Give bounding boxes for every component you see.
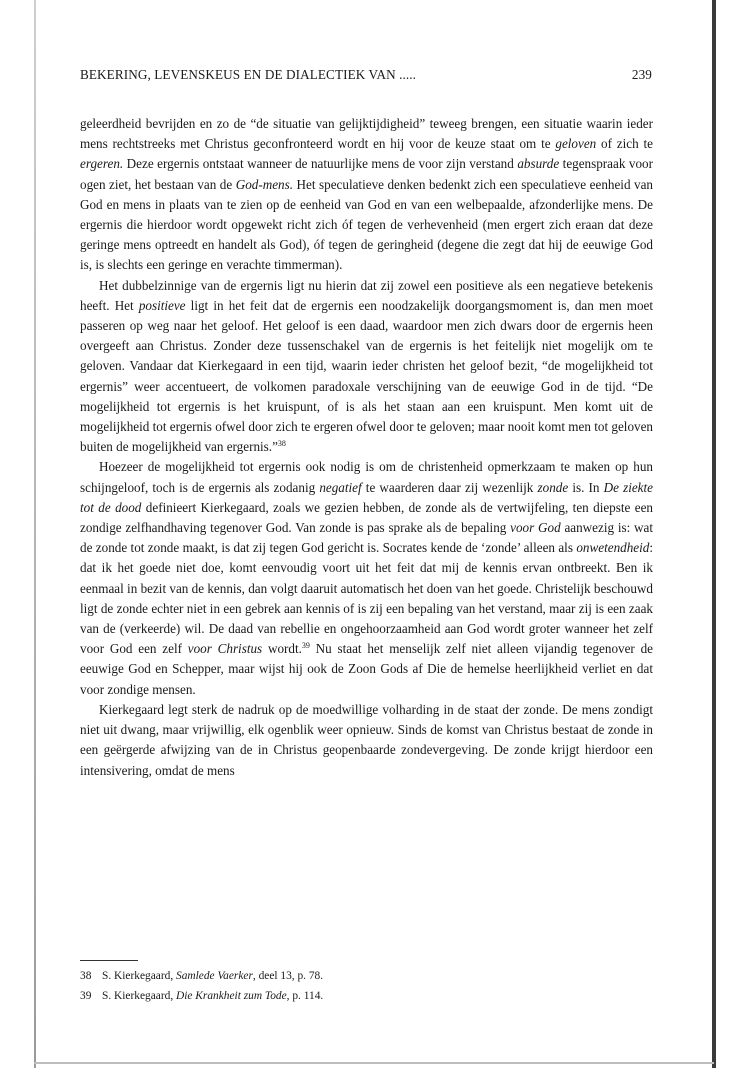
text-run: tegenspraak voor ogen ziet, het bestaan van de <box>80 156 653 192</box>
text-run: wordt. <box>262 641 302 657</box>
emphasis: absurde <box>517 156 560 172</box>
scan-left-edge <box>34 0 36 1068</box>
text-run: : dat ik het goede niet doe, komt eenvoudig voort uit het feit dat mij de kennis ervan ontbreekt. Ben ik eenmaal in bezit van de kennis, dan volgt daaruit automatisch het doen van het goede. Christelijk beschouwd ligt de zonde echter niet in een gebrek aan kennis of is zij een bepaling van het verstand, maar zij is een zaak van de (verkeerde) wil. De daad van rebellie en ongehoorzaamheid aan God wordt groter wanneer het zelf voor God een zelf <box>80 540 653 657</box>
footnote-author: S. Kierkegaard, <box>102 970 177 982</box>
paragraph <box>80 457 653 699</box>
paragraph <box>80 276 653 458</box>
footnote-ref: 38 <box>277 439 286 449</box>
emphasis: voor God <box>510 520 561 536</box>
text-run: definieert Kierkegaard, zoals we gezien hebben, de zonde als de vertwijfeling, ten diepste een zondige zelfhandhaving tegenover God. Van zonde is pas sprake als de bepaling <box>80 499 653 536</box>
text-run: geleerdheid bevrijden en zo de “de situatie van gelijktijdigheid” teweeg brengen, een situatie waarin ieder mens rechtstreeks met Christus geconfronteerd wordt en hij voor de keuze staat om te <box>80 116 653 152</box>
emphasis: zonde <box>537 479 569 495</box>
scan-bottom-edge <box>34 1062 714 1064</box>
text-run: is. In <box>568 479 604 495</box>
emphasis: God-mens. <box>235 176 294 192</box>
footnote-number: 39 <box>80 990 92 1002</box>
footnote <box>80 966 653 986</box>
footnote-details: , p. 114. <box>286 990 324 1002</box>
footnote <box>80 986 653 1006</box>
page-number: 239 <box>631 67 652 82</box>
emphasis: onwetendheid <box>576 540 650 556</box>
emphasis: voor Christus <box>187 641 263 657</box>
footnote-author: S. Kierkegaard, <box>102 990 177 1002</box>
text-run: Hoezeer de mogelijkheid tot ergernis ook nodig is om de christenheid opmerkzaam te maken op hun schijngeloof, toch is de ergernis als zodanig <box>80 459 653 495</box>
paragraph <box>80 114 653 276</box>
text-run: Nu staat het menselijk zelf niet alleen vijandig tegenover de eeuwige God en Schepper, maar wijst hij ook de Zoon Gods af Die de hemelse heerlijkheid verliet en dat voor zondige mensen. <box>80 641 653 697</box>
footnote-ref: 39 <box>301 641 310 651</box>
text-run: Het speculatieve denken bedenkt zich een speculatieve eenheid van God en mens in plaats van te zien op de eenheid van God en van een welbepaalde, afzonderlijke mens. De ergernis die hierdoor wordt opgewekt richt zich óf tegen de verhevenheid (men ergert zich eraan dat deze geringe mens optreedt en handelt als God), óf tegen de geringheid (degene die zegt dat hij de eeuwige God is, is slechts een geringe en verachte timmerman). <box>80 176 653 273</box>
footnote-title: Samlede Vaerker <box>176 970 253 982</box>
emphasis: De ziekte tot de dood <box>80 479 654 515</box>
footnote-number: 38 <box>80 970 92 982</box>
footnote-title: Die Krankheit zum Tode <box>176 990 287 1002</box>
body-text <box>80 114 653 781</box>
scan-right-edge <box>712 0 716 1068</box>
text-run: aanwezig is: wat de zonde tot zonde maakt, is dat zij tegen God gericht is. Socrates kende de ‘zonde’ alleen als <box>80 520 654 556</box>
running-head: BEKERING, LEVENSKEUS EN DE DIALECTIEK VAN ..... <box>80 67 417 82</box>
footnote-details: , deel 13, p. 78. <box>252 970 324 982</box>
footnotes <box>80 966 653 1006</box>
text-run: te waarderen daar zij wezenlijk <box>361 479 538 495</box>
text-run: Deze ergernis ontstaat wanneer de natuurlijke mens de voor zijn verstand <box>123 156 518 172</box>
emphasis: positieve <box>138 297 186 313</box>
paragraph <box>80 700 653 781</box>
text-run: of zich te <box>596 136 653 152</box>
footnote-divider <box>80 960 138 961</box>
text-run: Kierkegaard legt sterk de nadruk op de moedwillige volharding in de staat der zonde. De mens zondigt niet uit dwang, maar vrijwillig, elk ogenblik weer opnieuw. Sinds de komst van Christus bestaat de zonde in een geërgerde afwijzing van de in Christus geopenbaarde zondevergeving. De zonde krijgt hierdoor een intensivering, omdat de mens <box>80 701 653 778</box>
text-run: ligt in het feit dat de ergernis een noodzakelijk doorgangsmoment is, dan men moet passeren op weg naar het geloof. Het geloof is een daad, waardoor men zich dwars door de ergernis heen overgeeft aan Christus. Zonder deze tussenschakel van de ergernis is het feitelijk niet mogelijk om te geloven. Vandaar dat Kierkegaard in een tijd, waarin ieder christen het geloof bezit, “de mogelijkheid tot ergernis” weer accentueert, de volkomen paradoxale verschijning van de eeuwige God in de tijd. “De mogelijkheid tot ergernis is het kruispunt, of is als het staan aan een kruispunt. Men komt uit de mogelijkheid tot ergernis ofwel door zich te ergeren ofwel door te geloven; maar nooit komt men tot geloven buiten de mogelijkheid van ergernis.” <box>80 297 653 455</box>
text-run: Het dubbelzinnige van de ergernis ligt nu hierin dat zij zowel een positieve als een negatieve betekenis heeft. Het <box>80 277 653 313</box>
emphasis: negatief <box>319 479 362 495</box>
emphasis: geloven <box>555 136 597 152</box>
emphasis: ergeren. <box>80 156 124 172</box>
